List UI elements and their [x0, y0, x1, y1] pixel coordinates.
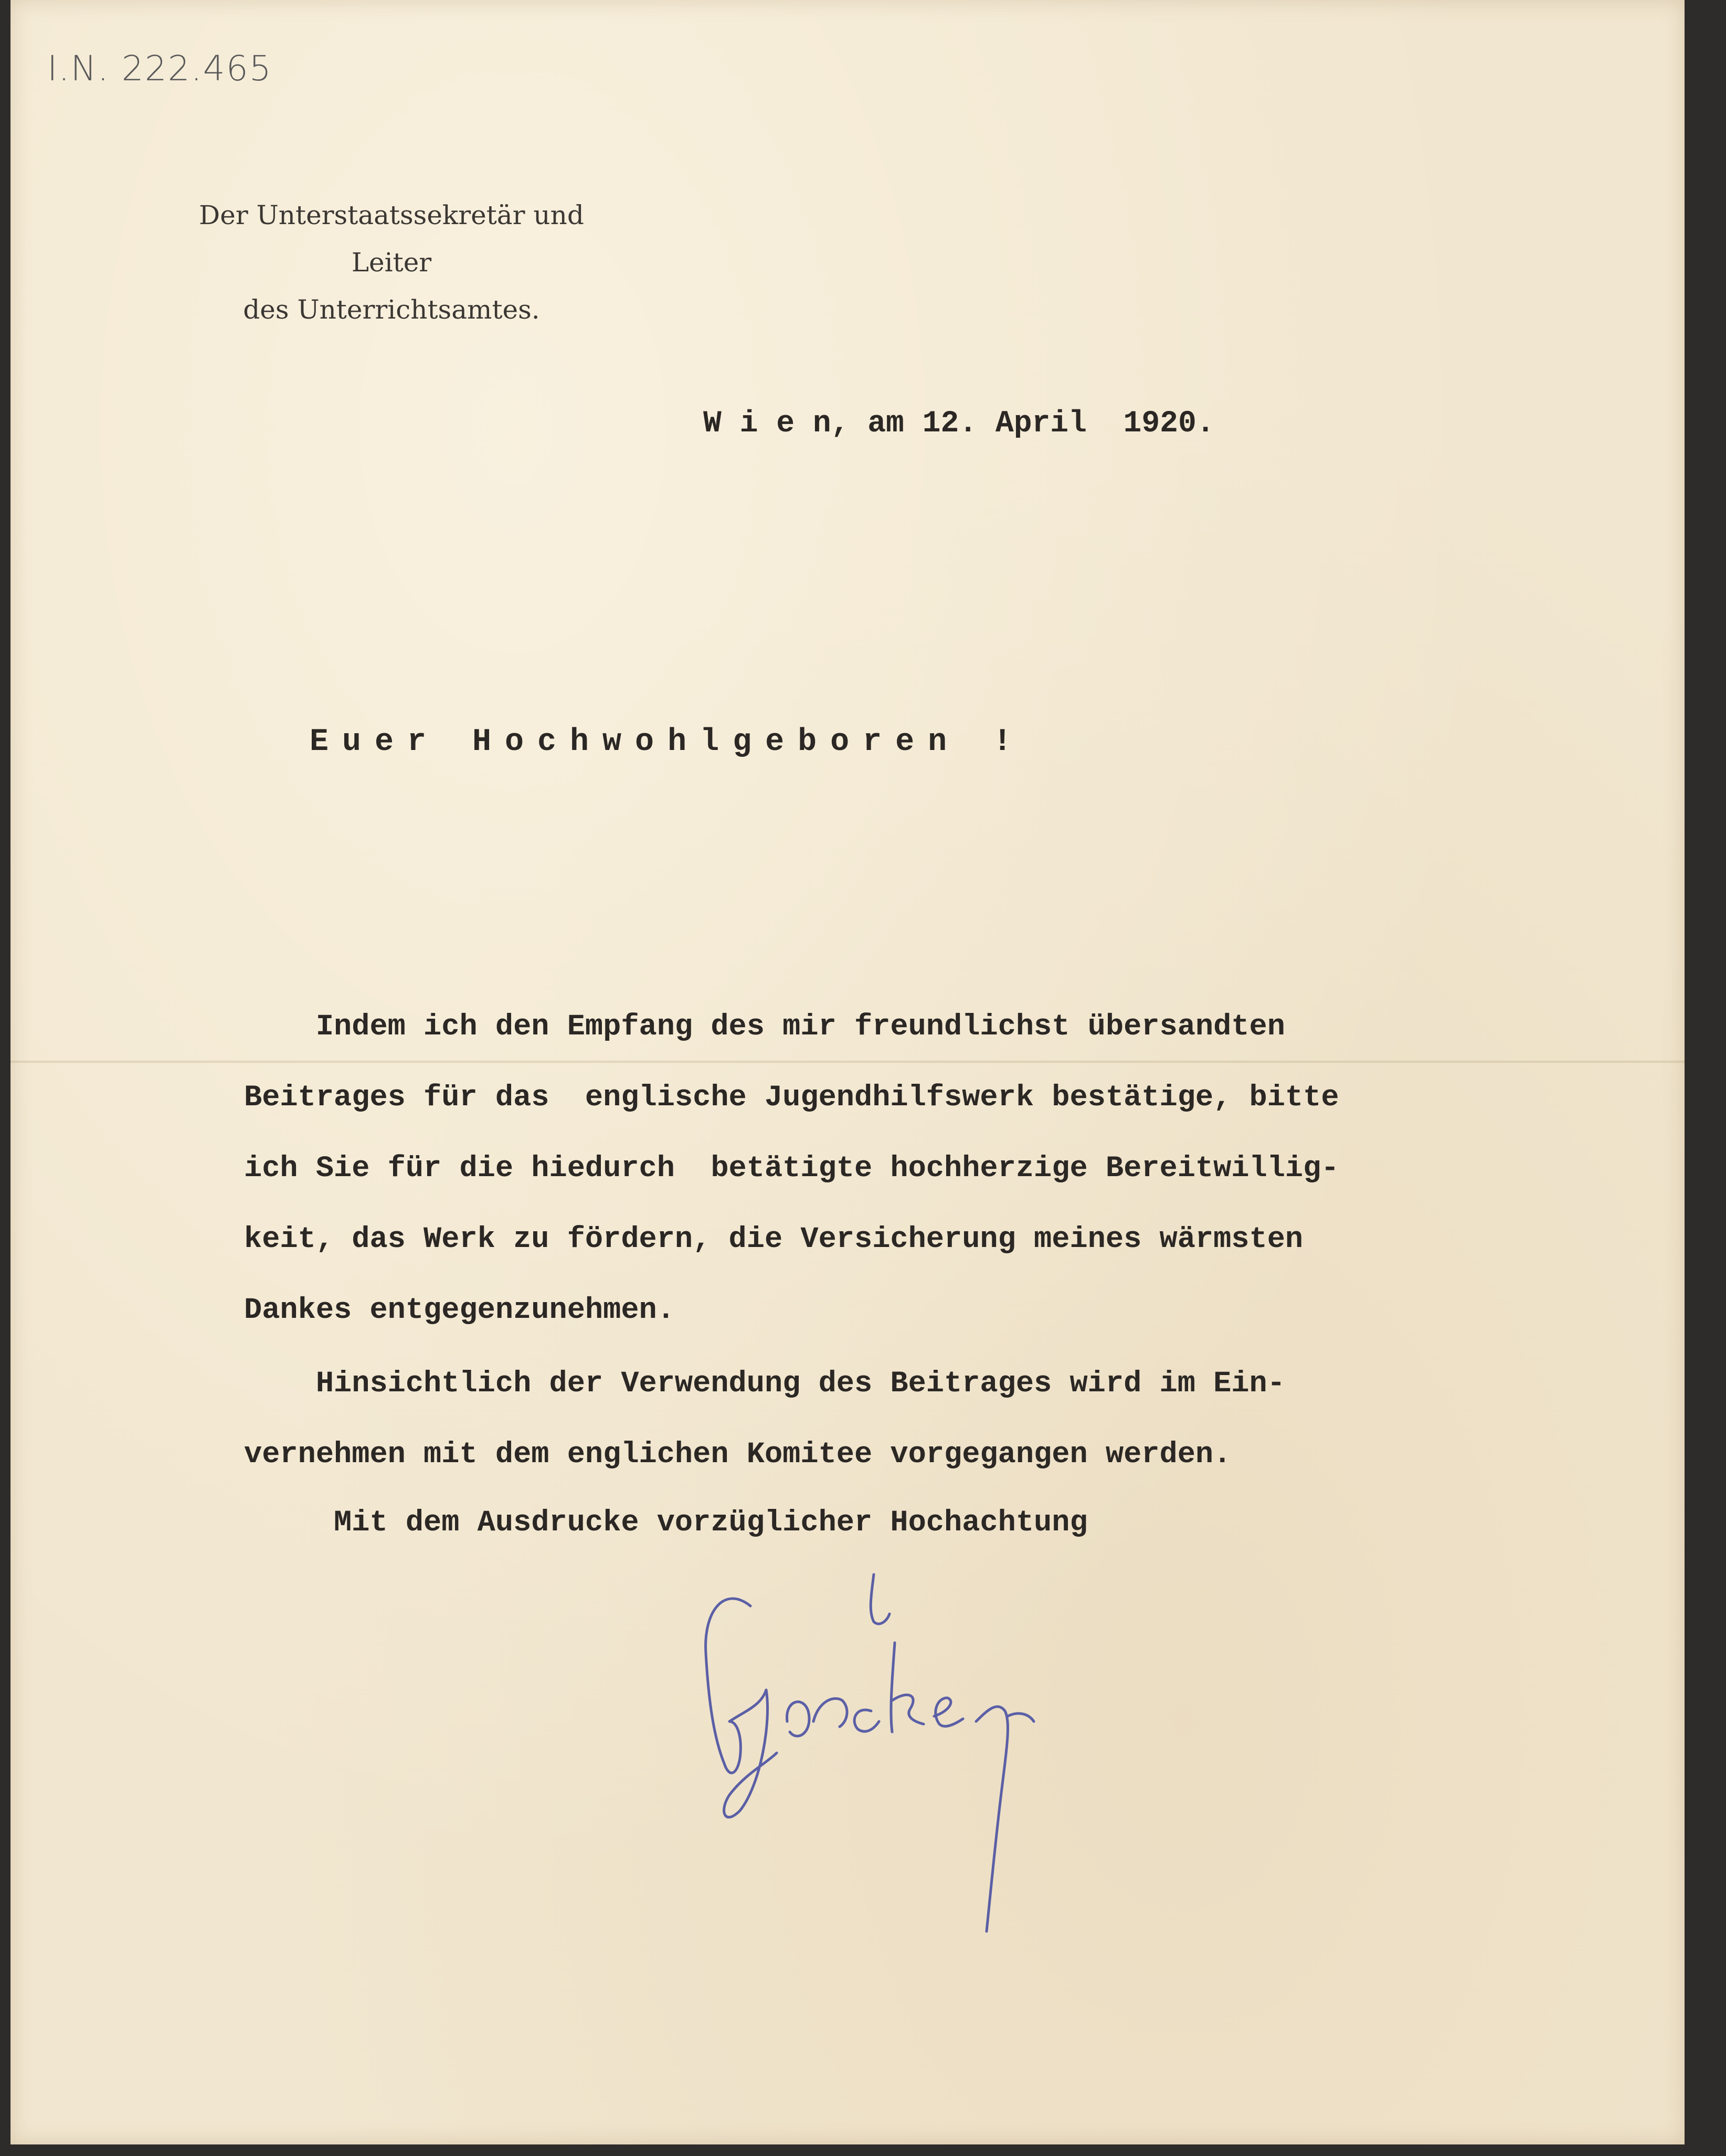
handwritten-signature — [693, 1564, 1092, 1942]
letterhead-line-1: Der Unterstaatssekretär und Leiter — [199, 200, 584, 278]
body-line: Indem ich den Empfang des mir freundlichst übersandten — [244, 1010, 1285, 1044]
body-line: vernehmen mit dem englichen Komitee vorgegangen werden. — [244, 1438, 1232, 1472]
letterhead — [155, 192, 628, 333]
salutation: Euer Hochwohlgeboren ! — [310, 724, 1026, 760]
body-line: Mit dem Ausdrucke vorzüglicher Hochachtung — [244, 1506, 1088, 1540]
body-line: ich Sie für die hiedurch betätigte hochherzige Bereitwillig- — [244, 1152, 1339, 1186]
body-line: Dankes entgegenzunehmen. — [244, 1294, 675, 1327]
body-line: Hinsichtlich der Verwendung des Beitrages wird im Ein- — [244, 1367, 1285, 1401]
body-line: Beitrages für das englische Jugendhilfswerk bestätige, bitte — [244, 1081, 1339, 1115]
date-line: W i e n, am 12. April 1920. — [703, 407, 1215, 441]
letterhead-line-2: des Unterrichtsamtes. — [243, 294, 540, 325]
paper-fold — [10, 1060, 1685, 1063]
body-line: keit, das Werk zu fördern, die Versicherung meines wärmsten — [244, 1223, 1304, 1256]
inventory-number: I.N. 222.465 — [47, 48, 272, 89]
